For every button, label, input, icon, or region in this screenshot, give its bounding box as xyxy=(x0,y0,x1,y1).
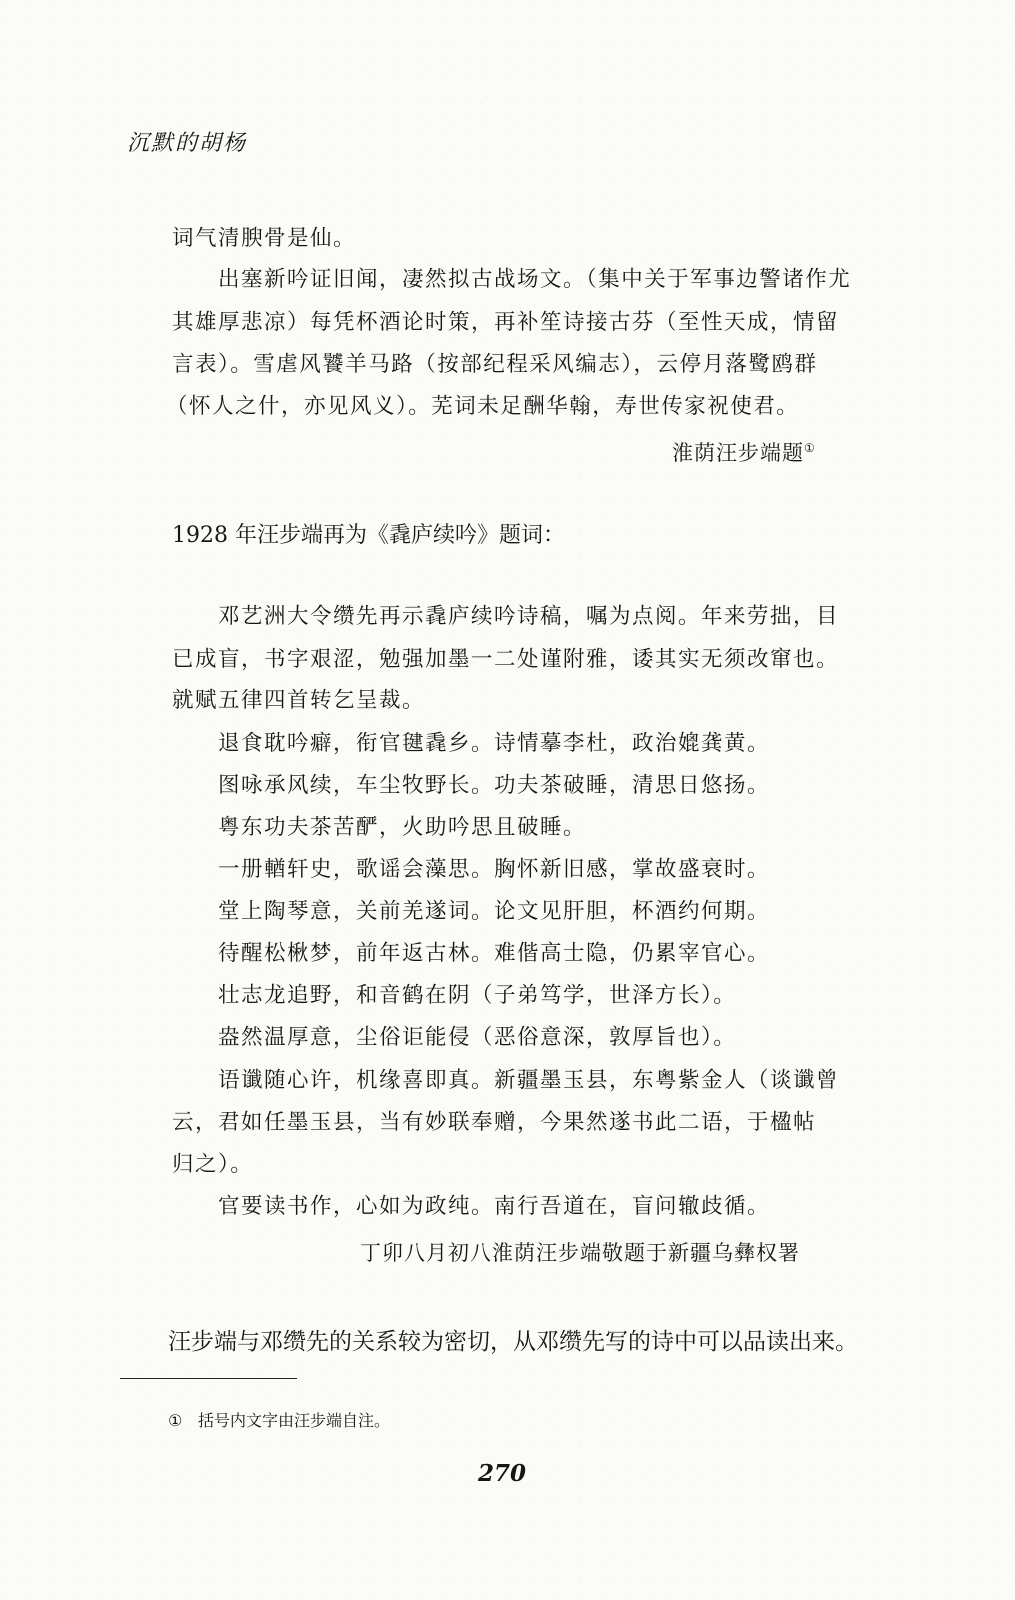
poem-line: 就赋五律四首转乞呈裁。 xyxy=(172,688,426,713)
poem-line: 盎然温厚意，尘俗讵能侵（恶俗意深，敦厚旨也）。 xyxy=(218,1025,737,1050)
poem-line: 出塞新吟证旧闻，凄然拟古战场文。（集中关于军事边警诸作尤 xyxy=(218,267,852,292)
poem-line: 云，君如任墨玉县，当有妙联奉赠，今果然遂书此二语，于楹帖 xyxy=(172,1110,817,1135)
poem-line: 待醒松楸梦，前年返古林。难偕高士隐，仍累宰官心。 xyxy=(218,941,771,966)
poem-line: 语谶随心许，机缘喜即真。新疆墨玉县，东粤紫金人（谈谶曾 xyxy=(218,1068,840,1093)
signature xyxy=(672,437,815,467)
footnote-mark: ① xyxy=(168,1411,183,1430)
signature-text: 淮荫汪步端题 xyxy=(672,441,804,465)
poem-line: 归之）。 xyxy=(172,1152,254,1177)
poem-line: 一册輶轩史，歌谣会藻思。胸怀新旧感，掌故盛衰时。 xyxy=(218,857,771,882)
poem-line: 壮志龙追野，和音鹤在阴（子弟笃学，世泽方长）。 xyxy=(218,983,737,1008)
poem-line: 退食耽吟癖，衔官毽毳乡。诗情摹李杜，政治媲龚黄。 xyxy=(218,731,771,756)
poem-line: 词气清腴骨是仙。 xyxy=(172,226,357,251)
intro-sentence: 1928 年汪步端再为《毳庐续吟》题词： xyxy=(172,523,565,548)
running-head: 沉默的胡杨 xyxy=(127,131,248,156)
footnote xyxy=(168,1408,390,1431)
closing-paragraph: 汪步端与邓缵先的关系较为密切，从邓缵先写的诗中可以品读出来。 xyxy=(168,1329,858,1355)
poem-line: 图咏承风续，车尘牧野长。功夫茶破睡，清思日悠扬。 xyxy=(218,773,771,798)
poem-line: 其雄厚悲凉）每凭杯酒论时策，再补笙诗接古芬（至性天成，情留 xyxy=(172,310,840,335)
poem-line: 官要读书作，心如为政纯。南行吾道在，盲问辙歧循。 xyxy=(218,1194,771,1219)
poem-line: 堂上陶琴意，关前羌遂词。论文见肝胆，杯酒约何期。 xyxy=(218,899,771,924)
footnote-divider xyxy=(120,1378,297,1379)
poem-line: 言表）。雪虐风饕羊马路（按部纪程采风编志），云停月落鹭鸥群 xyxy=(172,352,818,377)
footnote-text: 括号内文字由汪步端自注。 xyxy=(198,1411,391,1430)
poem-line: 已成盲，书字艰涩，勉强加墨一二处谨附雅，诿其实无须改窜也。 xyxy=(172,647,840,672)
poem-line: 粤东功夫茶苦酽，火助吟思且破睡。 xyxy=(218,815,587,840)
signature: 丁卯八月初八淮荫汪步端敬题于新疆乌彝权署 xyxy=(360,1241,800,1265)
page-number: 270 xyxy=(478,1460,527,1487)
footnote-ref: ① xyxy=(804,441,815,455)
poem-line: 邓艺洲大令缵先再示毳庐续吟诗稿，嘱为点阅。年来劳拙，目 xyxy=(218,604,840,629)
poem-line: （怀人之什，亦见风义）。芜词未足酬华翰，寿世传家祝使君。 xyxy=(166,394,800,419)
